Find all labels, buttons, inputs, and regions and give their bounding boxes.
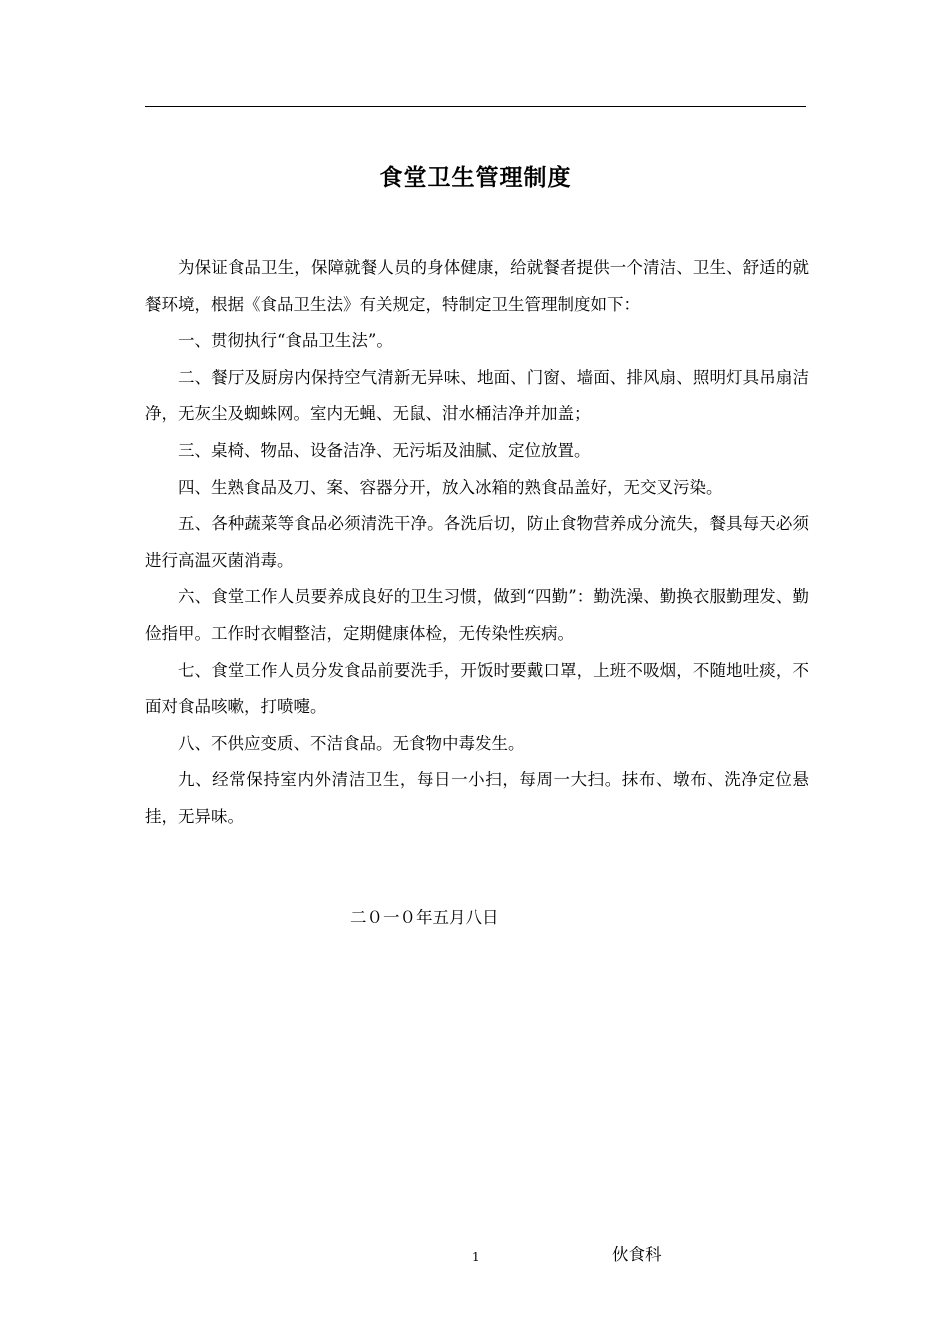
paragraph-rule-5: 五、各种蔬菜等食品必须清洗干净。各洗后切，防止食物营养成分流失，餐具每天必须进行高温灭菌消毒。 xyxy=(145,514,809,570)
paragraph-rule-3: 三、桌椅、物品、设备洁净、无污垢及油腻、定位放置。 xyxy=(178,440,591,460)
paragraph-rule-2: 二、餐厅及厨房内保持空气清新无异味、地面、门窗、墙面、排风扇、照明灯具吊扇洁净，无灰尘及蜘蛛网。室内无蝇、无鼠、泔水桶洁净并加盖； xyxy=(145,367,809,424)
paragraph-intro: 为保证食品卫生，保障就餐人员的身体健康，给就餐者提供一个清洁、卫生、舒适的就餐环境，根据《食品卫生法》有关规定，特制定卫生管理制度如下： xyxy=(145,258,809,314)
document-title: 食堂卫生管理制度 xyxy=(379,164,572,191)
document-body xyxy=(145,250,809,836)
footer-department: 伙食科 xyxy=(612,1245,662,1264)
paragraph-rule-4: 四、生熟食品及刀、案、容器分开，放入冰箱的熟食品盖好，无交叉污染。 xyxy=(178,477,723,497)
paragraph-rule-1: 一、贯彻执行“食品卫生法”。 xyxy=(178,331,393,351)
page-number: 1 xyxy=(472,1250,480,1264)
paragraph-rule-9: 九、经常保持室内外清洁卫生，每日一小扫，每周一大扫。抹布、墩布、洗净定位悬挂，无异味。 xyxy=(145,770,809,826)
document-date: 二０一０年五月八日 xyxy=(350,908,499,927)
paragraph-rule-6: 六、食堂工作人员要养成良好的卫生习惯，做到“四勤”：勤洗澡、勤换衣服勤理发、勤俭指甲。工作时衣帽整洁，定期健康体检，无传染性疾病。 xyxy=(145,587,809,643)
paragraph-rule-8: 八、不供应变质、不洁食品。无食物中毒发生。 xyxy=(178,733,525,753)
paragraph-rule-7: 七、食堂工作人员分发食品前要洗手，开饭时要戴口罩，上班不吸烟，不随地吐痰，不面对食品咳嗽，打喷嚏。 xyxy=(145,660,809,717)
header-rule xyxy=(145,106,806,107)
